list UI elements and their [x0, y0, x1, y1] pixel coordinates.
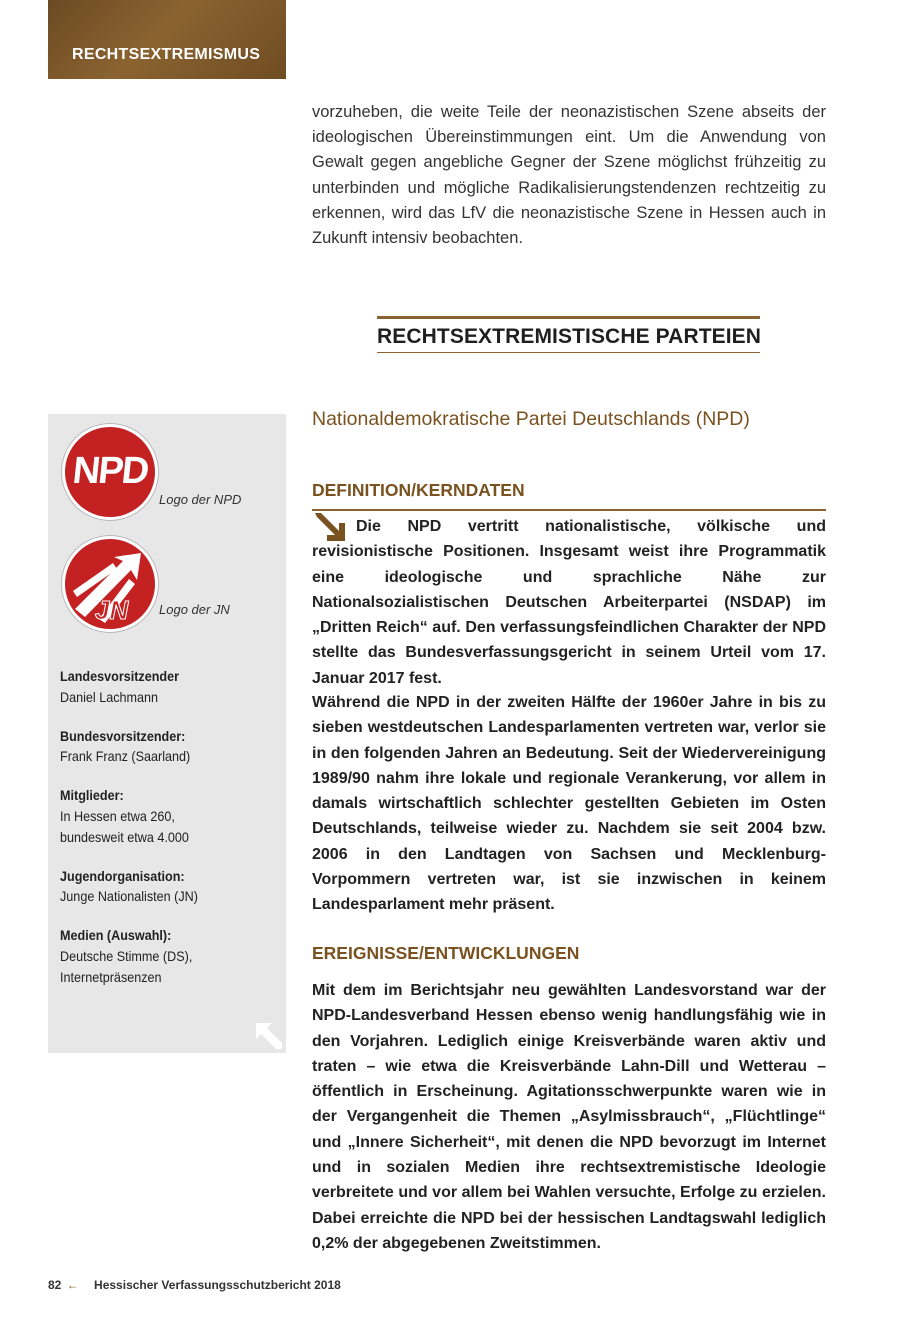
jn-logo: [62, 536, 158, 632]
section-tab: [48, 0, 286, 79]
fact-value: In Hessen etwa 260,: [60, 807, 175, 824]
definition-paragraph-2: Während die NPD in der zweiten Hälfte der 1960er Jahre in bis zu sieben westdeutschen Landesparlamenten vertreten war, verlor sie in den folgenden Jahren an Bedeutung. Seit der Wiedervereinigung 1989/90 nahm ihre lokale und regionale Verankerung, vor allem in damals wirtschaftlich schlechter gestellten Gebieten im Osten Deutschlands, teilweise wieder zu. Nachdem sie seit 2004 bzw. 2006 in den Landtagen von Sachsen und Mecklenburg-Vorpommern vertreten war, ist sie inzwischen in keinem Landesparlament mehr präsent.: [312, 694, 826, 914]
party-heading: Nationaldemokratische Partei Deutschlands (NPD): [312, 408, 750, 430]
key-facts: [60, 666, 270, 1006]
events-heading: EREIGNISSE/ENTWICKLUNGEN: [312, 943, 580, 963]
page-number: 82: [48, 1278, 62, 1292]
fact-label: Mitglieder:: [60, 787, 124, 803]
fact-label: Landesvorsitzender: [60, 668, 180, 684]
section-tab-label: RECHTSEXTREMISMUS: [72, 46, 261, 63]
npd-logo: [62, 424, 158, 520]
intro-paragraph: vorzuheben, die weite Teile der neonazistischen Szene abseits der ideologischen Übereinstimmungen eint. Um die Anwendung von Gewalt gegen angebliche Gegner der Szene möglichst frühzeitig zu unterbinden und mögliche Radikalisierungstendenzen rechtzeitig zu erkennen, wird das LfV die neonazistische Szene in Hessen auch in Zukunft intensiv beobachten.: [312, 103, 826, 248]
info-sidebar: [48, 414, 286, 1053]
fact-value: Daniel Lachmann: [60, 688, 159, 705]
sidebar-corner-arrow-icon: [252, 1019, 286, 1053]
page-footer: [48, 1278, 341, 1292]
fact-federal-chair: [60, 726, 270, 768]
definition-paragraph-1: Die NPD vertritt nationalistische, völkische und revisionistische Positionen. Insgesamt weist ihre Programmatik eine ideologische und sprachliche Nähe zur Nationalsozialistischen Deutschen Arbeiterpartei (NSDAP) im „Dritten Reich“ auf. Den verfassungsfeindlichen Charakter der NPD stellte das Bundesverfassungsgericht in seinem Urteil vom 17. Januar 2017 fest.: [312, 518, 826, 687]
fact-youth-org: [60, 866, 270, 908]
back-arrow-icon[interactable]: ←: [66, 1278, 79, 1292]
fact-value: Junge Nationalisten (JN): [60, 888, 198, 904]
section-title-frame: [377, 316, 760, 353]
section-title: RECHTSEXTREMISTISCHE PARTEIEN: [377, 325, 762, 348]
fact-value: bundesweit etwa 4.000: [60, 828, 189, 845]
npd-logo-caption: Logo der NPD: [159, 492, 242, 507]
fact-label: Jugendorganisation:: [60, 867, 185, 884]
fact-media: [60, 925, 270, 988]
jn-arrow-icon: [65, 539, 155, 629]
jn-logo-text: JN: [95, 595, 129, 625]
jn-logo-caption: Logo der JN: [159, 602, 230, 617]
fact-value: Internetpräsenzen: [60, 968, 162, 985]
fact-state-chair: [60, 666, 270, 708]
fact-label: Bundesvorsitzender:: [60, 727, 186, 744]
fact-value: Frank Franz (Saarland): [60, 748, 191, 764]
events-paragraph: Mit dem im Berichtsjahr neu gewählten Landesvorstand war der NPD-Landesverband Hessen ebenso wenig handlungsfähig wie in den Vorjahren. Lediglich einige Kreisverbände waren aktiv und traten – wie etwa die Kreisverbände Lahn-Dill und Wetterau – öffentlich in Erscheinung. Agitationsschwerpunkte waren wie in der Vergangenheit die Themen „Asylmissbrauch“, „Flüchtlinge“ und „Innere Sicherheit“, mit denen die NPD bevorzugt im Internet und in sozialen Medien ihre rechtsextremistische Ideologie verbreitete und vor allem bei Wahlen versuchte, Erfolge zu erzielen. Dabei erreichte die NPD bei der hessischen Landtagswahl lediglich 0,2% der abgegebenen Zweitstimmen.: [312, 982, 826, 1252]
fact-value: Deutsche Stimme (DS),: [60, 947, 193, 964]
definition-heading: DEFINITION/KERNDATEN: [312, 480, 525, 500]
report-title: Hessischer Verfassungsschutzbericht 2018: [94, 1278, 341, 1292]
fact-members: [60, 785, 270, 848]
npd-logo-text: NPD: [70, 450, 150, 492]
fact-label: Medien (Auswahl):: [60, 927, 172, 943]
definition-rule: [312, 509, 826, 511]
